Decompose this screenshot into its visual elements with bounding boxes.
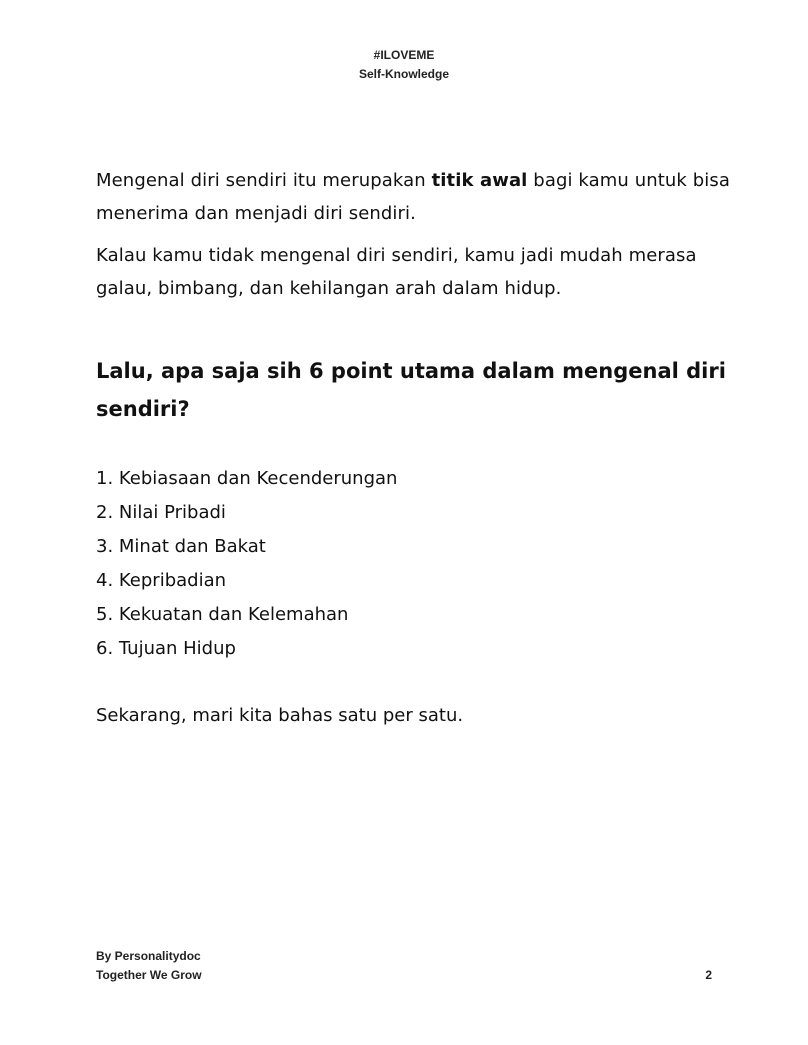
intro-text-before: Mengenal diri sendiri itu merupakan (96, 170, 432, 191)
intro-paragraph-1 (96, 164, 736, 230)
footer-author: By Personalitydoc (96, 949, 201, 963)
page-content (96, 164, 736, 732)
section-heading: Lalu, apa saja sih 6 point utama dalam mengenal diri sendiri? (96, 359, 726, 421)
header-subtitle: Self-Knowledge (358, 67, 449, 81)
closing-paragraph: Sekarang, mari kita bahas satu per satu. (96, 705, 464, 726)
footer-tagline: Together We Grow (96, 968, 202, 982)
header-title: #ILOVEME (373, 48, 435, 62)
list-item: 6. Tujuan Hidup (96, 638, 236, 659)
list-item: 1. Kebiasaan dan Kecenderungan (96, 468, 398, 489)
list-item: 5. Kekuatan dan Kelemahan (96, 604, 349, 625)
list-item: 2. Nilai Pribadi (96, 502, 226, 523)
intro-bold-phrase: titik awal (431, 170, 528, 191)
page-header (0, 46, 808, 84)
intro-text-after: bagi kamu untuk bisa menerima dan menjadi diri sendiri. (96, 170, 730, 224)
intro-paragraph-2: Kalau kamu tidak mengenal diri sendiri, kamu jadi mudah merasa galau, bimbang, dan kehilangan arah dalam hidup. (96, 245, 697, 299)
list-item: 4. Kepribadian (96, 570, 227, 591)
list-item: 3. Minat dan Bakat (96, 536, 266, 557)
page-footer (96, 947, 202, 985)
points-list (96, 462, 736, 666)
page-number: 2 (705, 968, 712, 982)
